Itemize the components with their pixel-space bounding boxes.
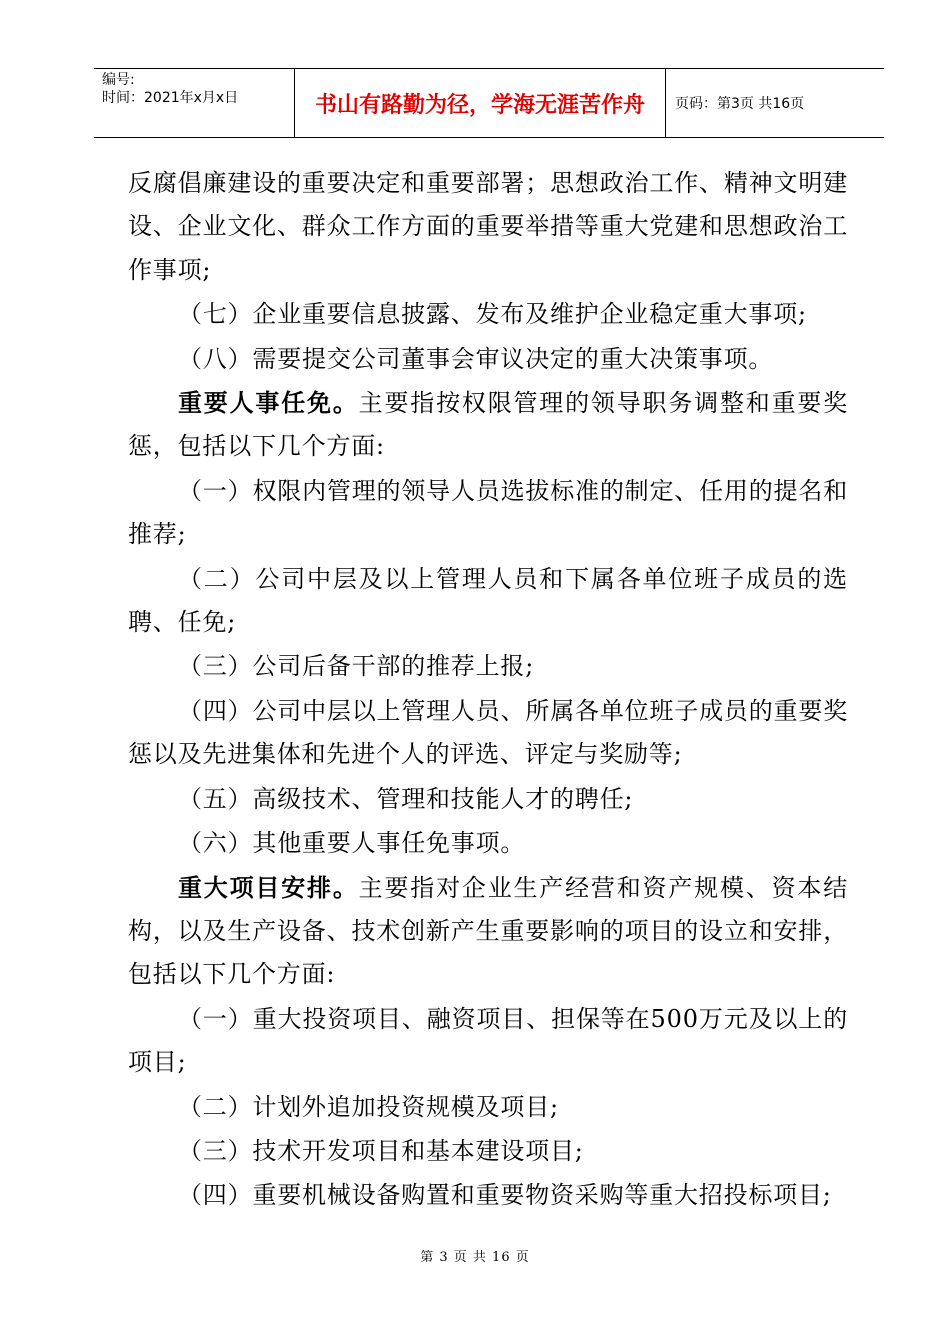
page-footer: 第 3 页 共 16 页 — [420, 1250, 530, 1265]
paragraph: （四）公司中层以上管理人员、所属各单位班子成员的重要奖惩以及先进集体和先进个人的评选、评定与奖励等; — [128, 696, 848, 769]
document-number-label: 编号: — [102, 72, 135, 88]
paragraph: 反腐倡廉建设的重要决定和重要部署；思想政治工作、精神文明建设、企业文化、群众工作方面的重要举措等重大党建和思想政治工作事项; — [128, 169, 848, 284]
document-body — [128, 161, 848, 1218]
paragraph: （二）公司中层及以上管理人员和下属各单位班子成员的选聘、任免; — [128, 564, 848, 637]
paragraph: （四）重要机械设备购置和重要物资采购等重大招投标项目; — [178, 1181, 832, 1210]
section-heading: 重大项目安排。 — [178, 872, 359, 902]
header-motto: 书山有路勤为径，学海无涯苦作舟 — [295, 69, 666, 137]
header-page-info: 页码：第3页 共16页 — [675, 96, 805, 112]
section-heading-paragraph: 重大项目安排。主要指对企业生产经营和资产规模、资本结构，以及生产设备、技术创新产生重要影响的项目的设立和安排，包括以下几个方面: — [128, 872, 848, 989]
header-meta — [94, 69, 295, 137]
document-time-label: 时间：2021年x月x日 — [102, 90, 239, 106]
paragraph: （五）高级技术、管理和技能人才的聘任; — [178, 784, 634, 813]
paragraph: （七）企业重要信息披露、发布及维护企业稳定重大事项; — [178, 300, 807, 329]
section-heading: 重要人事任免。 — [178, 388, 359, 418]
paragraph: （六）其他重要人事任免事项。 — [178, 829, 526, 858]
paragraph: （二）计划外追加投资规模及项目; — [178, 1092, 559, 1121]
paragraph: （一）重大投资项目、融资项目、担保等在500万元及以上的项目; — [128, 1004, 848, 1077]
paragraph: （三）公司后备干部的推荐上报; — [178, 652, 535, 681]
paragraph: （八）需要提交公司董事会审议决定的重大决策事项。 — [178, 344, 774, 373]
paragraph: （三）技术开发项目和基本建设项目; — [178, 1136, 584, 1165]
paragraph: （一）权限内管理的领导人员选拔标准的制定、任用的提名和推荐; — [128, 476, 848, 549]
section-heading-paragraph: 重要人事任免。主要指按权限管理的领导职务调整和重要奖惩，包括以下几个方面: — [128, 388, 848, 461]
page-header — [94, 68, 884, 138]
